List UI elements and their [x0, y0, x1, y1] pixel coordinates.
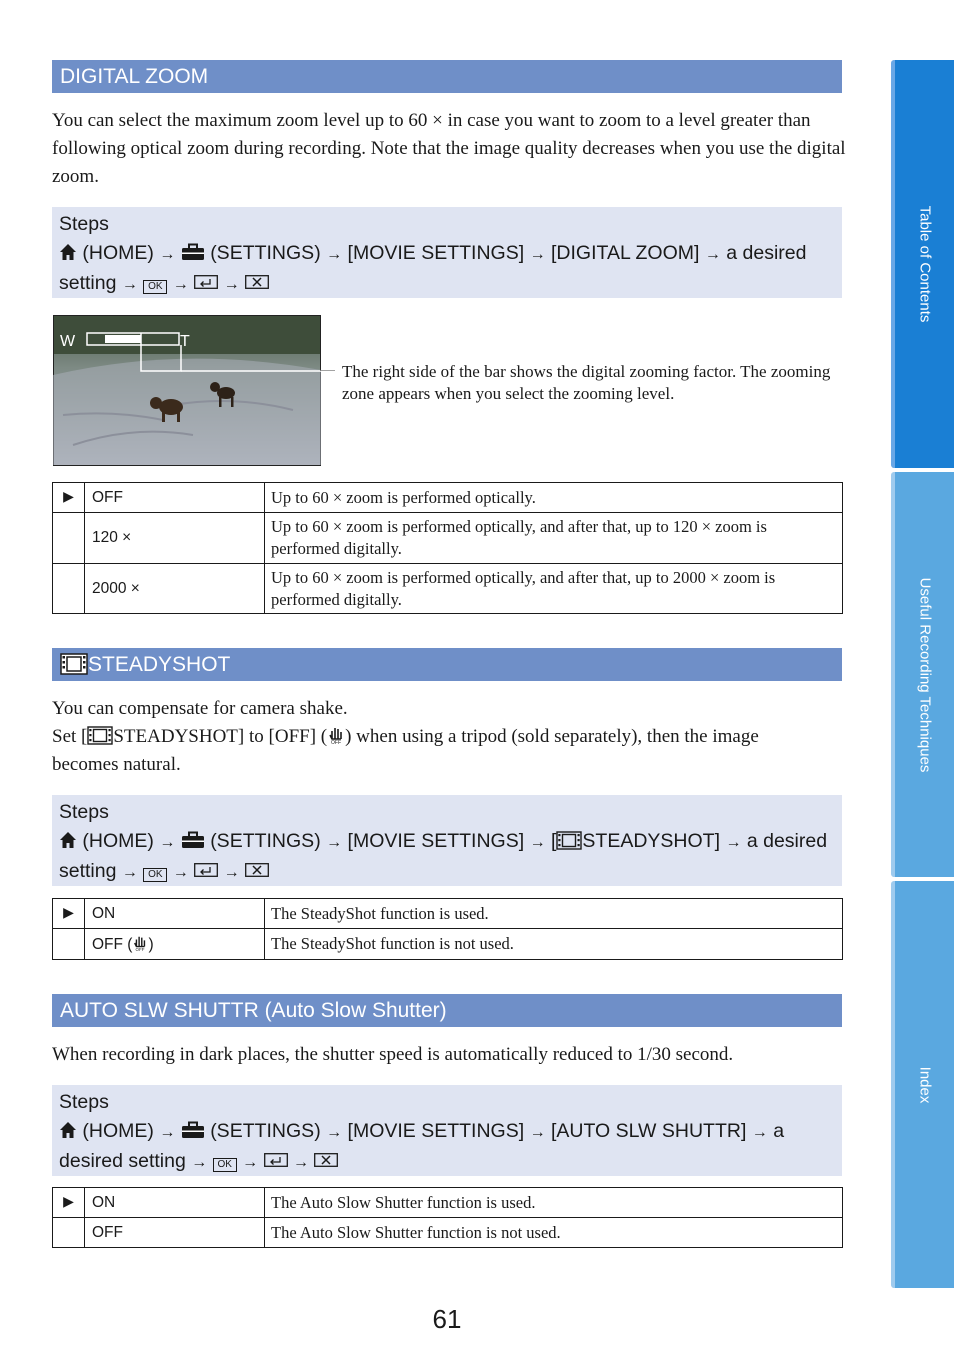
arrow-icon: → — [191, 1154, 208, 1171]
steadyshot-label: STEADYSHOT] — [582, 829, 721, 852]
digital-zoom-intro: You can select the maximum zoom level up to 60 × in case you want to zoom to a level greater than following optical zoom during recording. Note that the image quality decreases when you use the digital zoom. — [52, 110, 846, 187]
table-row — [53, 1188, 843, 1218]
section-title-digital-zoom — [52, 60, 842, 93]
svg-text:OFF: OFF — [331, 740, 342, 745]
tab-table-of-contents[interactable] — [891, 60, 954, 468]
arrow-icon: → — [326, 1123, 343, 1141]
section-title-text: STEADYSHOT — [88, 653, 231, 676]
option-name — [85, 929, 265, 960]
arrow-icon: → — [172, 276, 189, 293]
default-marker: ▶ — [53, 899, 85, 929]
option-name-text: OFF ( — [92, 936, 133, 953]
arrow-icon: → — [292, 1154, 309, 1171]
option-desc: The SteadyShot function is used. — [265, 899, 843, 929]
option-name: OFF — [85, 483, 265, 513]
tab-label: Useful Recording Techniques — [916, 577, 933, 772]
toolbox-icon — [181, 243, 205, 261]
arrow-icon: → — [725, 833, 742, 851]
home-label: (HOME) — [82, 829, 154, 852]
steadyshot-options-table — [52, 898, 843, 960]
zoom-screen-photo — [53, 315, 321, 466]
tail-label: a — [773, 1119, 785, 1142]
close-icon — [245, 863, 269, 877]
movie-settings-label: [MOVIE SETTINGS] — [347, 1119, 525, 1142]
return-icon — [264, 1153, 288, 1167]
option-name: ON — [85, 899, 265, 929]
close-icon — [314, 1153, 338, 1167]
default-marker — [53, 513, 85, 564]
default-marker: ▶ — [53, 483, 85, 513]
bracket-open: [ — [550, 829, 557, 852]
auto-slow-shutter-options-table — [52, 1187, 843, 1248]
film-icon — [60, 653, 88, 675]
section-title-auto-slow-shutter — [52, 994, 842, 1027]
home-icon — [59, 1121, 77, 1139]
option-name: OFF — [85, 1218, 265, 1248]
table-row — [53, 1218, 843, 1248]
default-marker — [53, 564, 85, 614]
shake-off-icon — [132, 934, 148, 952]
table-row — [53, 564, 843, 614]
callout-line — [320, 365, 336, 371]
arrow-icon: → — [172, 864, 189, 881]
page-number: 61 — [432, 1304, 462, 1334]
close-icon — [245, 275, 269, 289]
section-title-text: AUTO SLW SHUTTR (Auto Slow Shutter) — [60, 999, 447, 1022]
default-marker — [53, 1218, 85, 1248]
arrow-icon: → — [223, 276, 240, 293]
tail-label: setting — [59, 860, 117, 882]
zoom-bar-fill — [105, 335, 141, 343]
tail-label: setting — [59, 272, 117, 294]
digital-zoom-options-table — [52, 482, 843, 614]
option-desc: The Auto Slow Shutter function is used. — [265, 1188, 843, 1218]
steadyshot-line: You can compensate for camera shake. — [52, 698, 348, 719]
option-desc: The Auto Slow Shutter function is not used. — [265, 1218, 843, 1248]
steadyshot-line: STEADYSHOT] to [OFF] ( — [113, 726, 328, 747]
ok-button-icon: OK — [143, 868, 167, 882]
option-name: ON — [85, 1188, 265, 1218]
zoom-w-label: W — [60, 333, 76, 350]
steps-heading: Steps — [59, 213, 109, 235]
table-row — [53, 899, 843, 929]
tail-label: a desired — [746, 829, 828, 852]
return-icon — [194, 275, 218, 289]
tab-index[interactable] — [891, 881, 954, 1288]
movie-settings-label: [MOVIE SETTINGS] — [347, 241, 525, 264]
section-title-steadyshot — [52, 648, 842, 681]
table-row — [53, 929, 843, 960]
option-desc: Up to 60 × zoom is performed optically, and after that, up to 2000 × zoom is performed digitally. — [265, 564, 843, 614]
digital-zoom-label: [DIGITAL ZOOM] — [550, 241, 700, 264]
zoom-t-label: T — [180, 333, 190, 350]
default-marker: ▶ — [53, 1188, 85, 1218]
arrow-icon: → — [159, 1123, 176, 1141]
auto-slow-shutter-intro: When recording in dark places, the shutter speed is automatically reduced to 1/30 second. — [52, 1044, 734, 1065]
arrow-icon: → — [121, 276, 138, 293]
toolbox-icon — [181, 831, 205, 849]
arrow-icon: → — [529, 1123, 546, 1141]
arrow-icon: → — [159, 833, 176, 851]
ok-button-icon: OK — [213, 1158, 237, 1172]
arrow-icon: → — [326, 833, 343, 851]
home-label: (HOME) — [82, 241, 154, 264]
film-icon — [87, 726, 113, 745]
settings-label: (SETTINGS) — [210, 241, 321, 264]
home-icon — [59, 243, 77, 261]
svg-text:OFF: OFF — [136, 947, 145, 952]
tab-label: Index — [916, 1066, 933, 1103]
tail-label: desired setting — [59, 1150, 186, 1172]
option-desc: Up to 60 × zoom is performed optically, and after that, up to 120 × zoom is performed digitally. — [265, 513, 843, 564]
shake-off-icon — [327, 725, 345, 745]
option-desc: Up to 60 × zoom is performed optically. — [265, 483, 843, 513]
arrow-icon: → — [159, 245, 176, 263]
arrow-icon: → — [223, 864, 240, 881]
return-icon — [194, 863, 218, 877]
tab-label: Table of Contents — [916, 205, 933, 323]
tab-useful-recording-techniques[interactable] — [891, 472, 954, 877]
arrow-icon: → — [529, 245, 546, 263]
steps-heading: Steps — [59, 801, 109, 823]
section-title-text: DIGITAL ZOOM — [60, 65, 209, 88]
table-row — [53, 483, 843, 513]
digital-zoom-steps — [52, 207, 842, 298]
settings-label: (SETTINGS) — [210, 1119, 321, 1142]
arrow-icon: → — [704, 245, 721, 263]
arrow-icon: → — [242, 1154, 259, 1171]
arrow-icon: → — [529, 833, 546, 851]
table-row — [53, 513, 843, 564]
steadyshot-steps — [52, 795, 842, 886]
arrow-icon: → — [326, 245, 343, 263]
option-name: 2000 × — [85, 564, 265, 614]
home-label: (HOME) — [82, 1119, 154, 1142]
steadyshot-line: becomes natural. — [52, 754, 181, 775]
steps-heading: Steps — [59, 1091, 109, 1113]
movie-settings-label: [MOVIE SETTINGS] — [347, 829, 525, 852]
tail-label: a desired — [726, 241, 807, 264]
figure-caption: The right side of the bar shows the digital zooming factor. The zooming zone appears when you select the zooming level. — [342, 362, 831, 403]
steadyshot-intro — [52, 695, 847, 779]
auto-slow-shutter-steps — [52, 1085, 842, 1176]
default-marker — [53, 929, 85, 960]
film-icon — [556, 831, 582, 850]
toolbox-icon — [181, 1121, 205, 1139]
settings-label: (SETTINGS) — [210, 829, 321, 852]
steadyshot-line: Set [ — [52, 726, 88, 747]
option-desc: The SteadyShot function is not used. — [265, 929, 843, 960]
arrow-icon: → — [751, 1123, 768, 1141]
home-icon — [59, 831, 77, 849]
option-name-text: ) — [148, 936, 154, 953]
steadyshot-line: ) when using a tripod (sold separately), then the image — [345, 726, 759, 747]
ok-button-icon: OK — [143, 280, 167, 294]
arrow-icon: → — [121, 864, 138, 881]
option-name: 120 × — [85, 513, 265, 564]
auto-slw-shuttr-label: [AUTO SLW SHUTTR] — [550, 1119, 747, 1142]
